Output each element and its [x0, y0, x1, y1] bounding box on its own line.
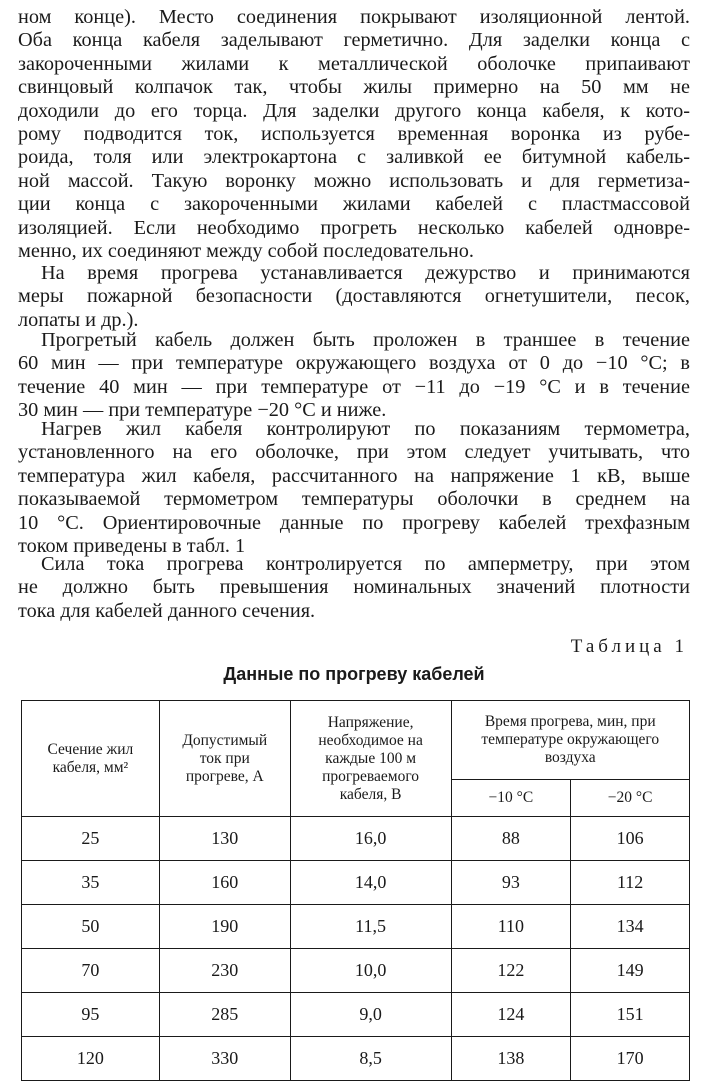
text-line: установленного на его оболочке, при этом следует учитывать, что [18, 441, 690, 464]
text-line: ной массой. Такую воронку можно использовать и для герметиза- [18, 169, 690, 192]
text-line: лопаты и др.). [18, 308, 139, 331]
header-current: Допустимый ток при прогреве, А [159, 701, 290, 817]
cell-current: 285 [159, 993, 290, 1037]
cell-time-20: 112 [571, 861, 690, 905]
cell-section: 35 [22, 861, 160, 905]
cell-current: 130 [159, 817, 290, 861]
text-line: Прогретый кабель должен быть проложен в траншее в течение [41, 329, 690, 351]
text-line: Нагрев жил кабеля контролируют по показаниям термометра, [41, 418, 690, 440]
cell-section: 25 [22, 817, 160, 861]
table-row [22, 993, 690, 1037]
paragraph-1 [18, 6, 690, 263]
header-minus-20: −20 °С [571, 780, 690, 817]
cell-voltage: 10,0 [290, 949, 451, 993]
text-line: 10 °С. Ориентировочные данные по прогреву кабелей трехфазным [18, 511, 690, 534]
cell-time-20: 170 [571, 1037, 690, 1081]
cell-section: 50 [22, 905, 160, 949]
cell-time-10: 93 [451, 861, 571, 905]
cell-time-10: 88 [451, 817, 571, 861]
text-line: не должно быть превышения номинальных значений плотности [18, 576, 690, 599]
header-minus-10: −10 °С [451, 780, 571, 817]
cell-time-10: 110 [451, 905, 571, 949]
header-section: Сечение жил кабеля, мм² [22, 701, 160, 817]
cell-section: 120 [22, 1037, 160, 1081]
cell-current: 230 [159, 949, 290, 993]
text-line: закороченными жилами к металлической оболочке припаивают [18, 52, 690, 75]
table-row [22, 1037, 690, 1081]
text-line: изоляцией. Если необходимо прогреть несколько кабелей одновре- [18, 216, 690, 239]
cell-current: 190 [159, 905, 290, 949]
paragraph-5 [18, 553, 690, 623]
cell-voltage: 14,0 [290, 861, 451, 905]
text-line: тока для кабелей данного сечения. [18, 599, 316, 622]
cell-voltage: 11,5 [290, 905, 451, 949]
cell-time-10: 138 [451, 1037, 571, 1081]
text-line: 60 мин — при температуре окружающего воздуха от 0 до −10 °С; в [18, 352, 690, 375]
text-line: показываемой термометром температуры оболочки в среднем на [18, 488, 690, 511]
paragraph-4 [18, 418, 690, 558]
cell-time-20: 134 [571, 905, 690, 949]
table-row [22, 949, 690, 993]
heating-data-table [21, 700, 690, 1081]
cell-current: 330 [159, 1037, 290, 1081]
text-line: роида, толя или электрокартона с заливкой ее битумной кабель- [18, 146, 690, 169]
text-line: температура жил кабеля, рассчитанного на напряжение 1 кВ, выше [18, 464, 690, 487]
table-row [22, 905, 690, 949]
cell-section: 95 [22, 993, 160, 1037]
text-line: свинцовый колпачок так, чтобы жилы примерно на 50 мм не [18, 76, 690, 99]
cell-current: 160 [159, 861, 290, 905]
text-line: менно, их соединяют между собой последовательно. [18, 240, 474, 263]
text-line: Сила тока прогрева контролируется по амперметру, при этом [41, 553, 690, 575]
text-line: меры пожарной безопасности (доставляются огнетушители, песок, [18, 285, 690, 308]
cell-time-10: 122 [451, 949, 571, 993]
cell-time-20: 106 [571, 817, 690, 861]
table-label: Таблица 1 [570, 636, 688, 657]
cell-voltage: 9,0 [290, 993, 451, 1037]
cell-time-20: 149 [571, 949, 690, 993]
text-line: Оба конца кабеля заделывают герметично. Для заделки конца с [18, 29, 690, 52]
header-voltage: Напряжение, необходимое на каждые 100 м прогреваемого кабеля, В [290, 701, 451, 817]
header-time: Время прогрева, мин, при температуре окружающего воздуха [451, 701, 690, 780]
cell-section: 70 [22, 949, 160, 993]
cell-voltage: 8,5 [290, 1037, 451, 1081]
text-line: доходили до его торца. Для заделки другого конца кабеля, к кото- [18, 99, 690, 122]
text-line: На время прогрева устанавливается дежурство и принимаются [41, 262, 690, 284]
text-line: течение 40 мин — при температуре от −11 до −19 °С и в течение [18, 375, 690, 398]
text-line: 30 мин — при температуре −20 °С и ниже. [18, 399, 387, 422]
text-line: рому подводится ток, используется временная воронка из рубе- [18, 123, 690, 146]
text-line: ции конца с закороченными жилами кабелей с пластмассовой [18, 193, 690, 216]
table-row [22, 861, 690, 905]
table-row [22, 817, 690, 861]
cell-time-10: 124 [451, 993, 571, 1037]
table-title: Данные по прогреву кабелей [223, 664, 485, 684]
cell-voltage: 16,0 [290, 817, 451, 861]
text-line: током приведены в табл. 1 [18, 535, 246, 558]
paragraph-2 [18, 262, 690, 332]
cell-time-20: 151 [571, 993, 690, 1037]
text-line: ном конце). Место соединения покрывают изоляционной лентой. [18, 6, 690, 28]
paragraph-3 [18, 329, 690, 423]
